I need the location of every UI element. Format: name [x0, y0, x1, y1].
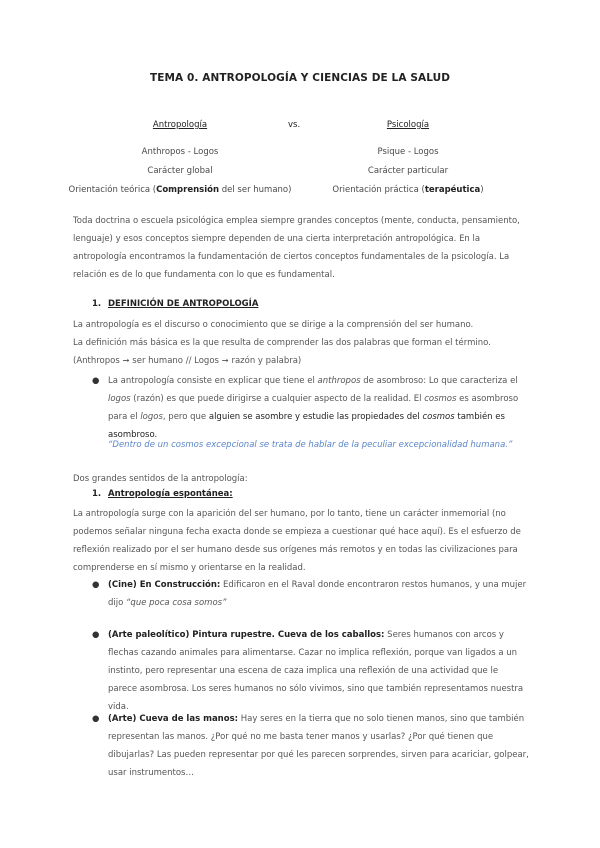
- intro-paragraph: Toda doctrina o escuela psicológica emplea siempre grandes conceptos (mente, conducta, pensamiento, lenguaje) y esos conceptos siempre dependen de una cierta interpretación antropológica. En la antropología encontramos la fundamentación de ciertos conceptos fundamentales de la psicología. La relación es de lo que fundamenta con lo que es fundamental.: [73, 216, 520, 280]
- section-1-bullet: ● La antropología consiste en explicar que tiene el anthropos de asombroso: Lo que caracteriza el logos (razón) es que puede dirigirse a cualquier aspecto de la realidad. El cosmos es asombroso para el logos, pero que alguien se asombre y estudie las propiedades del cosmos también es asombroso.: [92, 372, 529, 444]
- comparison-psychology: [278, 116, 538, 200]
- section-1-paragraph-2: La definición más básica es la que resulta de comprender las dos palabras que forman el término. (Anthropos ➞ ser humano // Logos ➞ razón y palabra): [73, 338, 491, 366]
- anthropology-heading: Antropología: [152, 120, 208, 130]
- psychology-heading: Psicología: [386, 120, 430, 130]
- bullet-dot-icon: ●: [92, 580, 100, 590]
- versus-label: vs.: [288, 120, 301, 130]
- bullet-arte-paleolitico: ● (Arte paleolítico) Pintura rupestre. Cueva de los caballos: Seres humanos con arcos y flechas cazando animales para alimentarse. Cazar no implica reflexión, porque van ligados a un instinto, pero representar una escena de caza implica una reflexión de una actividad que le parece asombrosa. Los seres humanos no sólo vivimos, sino que también representamos nuestra vida.: [92, 626, 529, 716]
- anthropology-orientation: Orientación teórica (Comprensión del ser humano): [68, 185, 292, 195]
- bullet-dot-icon: ●: [92, 630, 100, 640]
- bullet-cueva-manos: ● (Arte) Cueva de las manos: Hay seres en la tierra que no solo tienen manos, sino que también representan las manos. ¿Por qué no me basta tener manos y usarlas? ¿Por qué tienen que dibujarlas? Las pueden representar por qué les parecen sorprendes, sirven para acariciar, golpear, usar instrumentos…: [92, 710, 529, 782]
- psychology-etymology: Psique - Logos: [377, 147, 439, 157]
- bullet-cine: ● (Cine) En Construcción: Edificaron en el Raval donde encontraron restos humanos, y una mujer dijo “que poca cosa somos”: [92, 576, 529, 612]
- section-1-heading: 1. DEFINICIÓN DE ANTROPOLOGÍA: [92, 299, 259, 309]
- comparison-anthropology: [50, 116, 310, 200]
- two-senses-label: Dos grandes sentidos de la antropología:: [73, 474, 248, 484]
- page-title: TEMA 0. ANTROPOLOGÍA Y CIENCIAS DE LA SALUD: [149, 72, 451, 84]
- psychology-character: Carácter particular: [367, 166, 449, 176]
- psychology-orientation: Orientación práctica (terapéutica): [332, 185, 484, 195]
- section-1-paragraph-1: La antropología es el discurso o conocimiento que se dirige a la comprensión del ser humano.: [73, 320, 474, 330]
- subsection-1-heading: 1. Antropología espontánea:: [92, 489, 233, 499]
- bullet-dot-icon: ●: [92, 376, 100, 386]
- anthropology-character: Carácter global: [147, 166, 213, 176]
- bullet-dot-icon: ●: [92, 714, 100, 724]
- anthropology-etymology: Anthropos - Logos: [141, 147, 219, 157]
- section-1-quote: “Dentro de un cosmos excepcional se trata de hablar de la peculiar excepcionalidad humana.”: [108, 440, 513, 450]
- subsection-1-paragraph: La antropología surge con la aparición del ser humano, por lo tanto, tiene un carácter inmemorial (no podemos señalar ninguna fecha exacta donde se empieza a cuestionar qué hace aquí). Es el esfuerzo de reflexión realizado por el ser humano desde sus orígenes más remotos y en todas las civilizaciones para comprenderse en sí mismo y orientarse en la realidad.: [73, 509, 521, 573]
